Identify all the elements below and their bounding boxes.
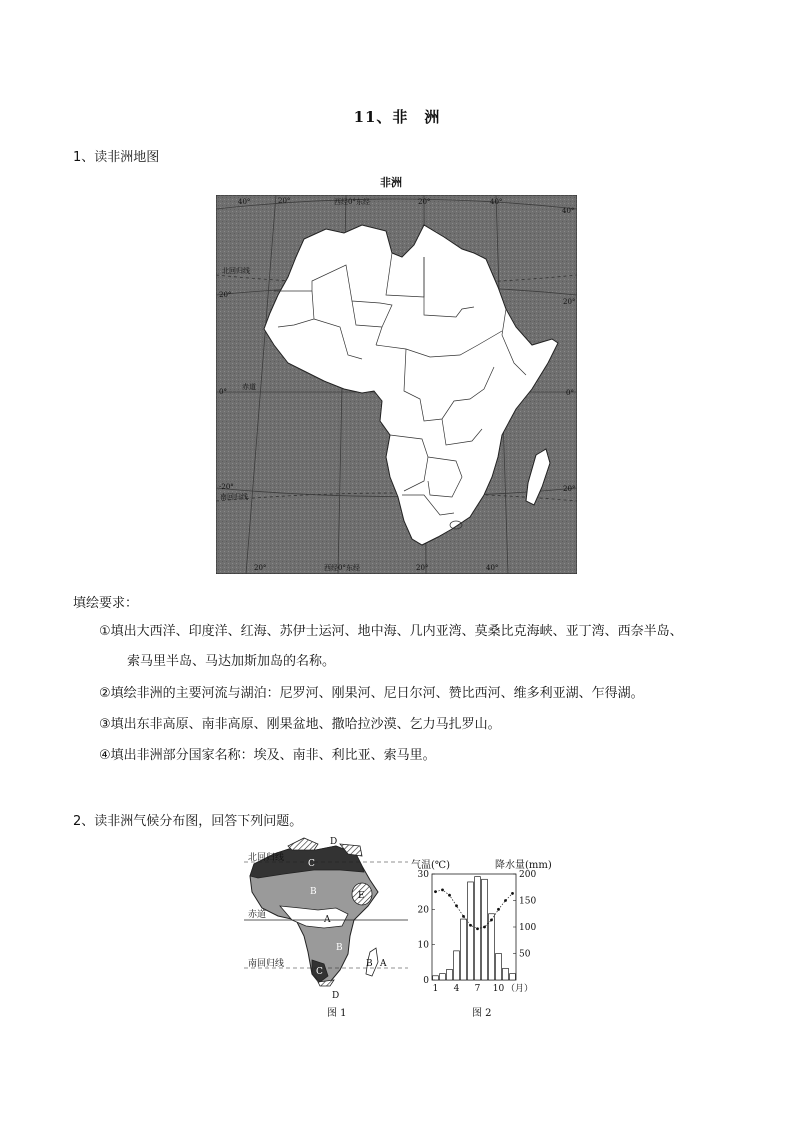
map-bottom-label-40e: 40° (486, 564, 499, 572)
x-unit-label: （月） (506, 984, 534, 994)
requirement-item-4: ④填出非洲部分国家名称：埃及、南非、利比亚、索马里。 (99, 748, 436, 763)
fig1-zone-e: E (358, 891, 365, 901)
fig1-zone-a: A (324, 915, 331, 925)
fig1-label-tropic-s: 南回归线 (248, 959, 285, 969)
fig1-zone-a-madagascar: A (380, 959, 387, 969)
map-lat-right-20s: 20° (563, 485, 576, 493)
map-bottom-label-prime: 西经0°东经 (324, 564, 360, 572)
fig1-zone-d-top: D (330, 837, 338, 847)
map-top-label-40e: 40° (490, 198, 503, 206)
map-top-label-far: 40° (562, 207, 575, 215)
temperature-point (455, 904, 458, 907)
temperature-point (497, 908, 500, 911)
question-1-prompt: 1、读非洲地图 (73, 150, 160, 165)
left-tick-label: 20 (417, 905, 429, 916)
map-top-label-prime: 西经0°东经 (334, 198, 370, 206)
temperature-point (434, 890, 437, 893)
temperature-point (462, 915, 465, 918)
left-tick-label: 10 (417, 940, 429, 951)
precip-bar (433, 976, 439, 980)
map-bottom-label-20w: 20° (254, 564, 267, 572)
temperature-point (490, 919, 493, 922)
x-tick-label: 1 (432, 984, 439, 994)
fig2-left-axis-title: 气温(℃) (411, 860, 450, 871)
right-tick-label: 50 (519, 949, 531, 960)
requirement-item-1b: 索马里半岛、马达加斯加岛的名称。 (127, 654, 336, 669)
map-line-equator: 赤道 (242, 383, 256, 391)
fig1-caption: 图 1 (327, 1008, 347, 1019)
fig1-zone-c-north: C (308, 859, 315, 869)
x-tick-label: 4 (453, 984, 460, 994)
precip-bar (496, 954, 502, 981)
africa-map-svg (216, 195, 577, 574)
fig1-zone-b-north: B (310, 887, 317, 897)
precip-bar (454, 951, 460, 980)
requirement-item-2: ②填绘非洲的主要河流与湖泊：尼罗河、刚果河、尼日尔河、赞比西河、维多利亚湖、乍得湖。 (99, 686, 644, 701)
precip-bar (510, 974, 516, 980)
map-top-label-20w: 20° (278, 197, 291, 205)
precip-bar (503, 968, 509, 980)
map-bottom-label-20e: 20° (416, 564, 429, 572)
chart-frame (432, 874, 516, 980)
temperature-point (511, 892, 514, 895)
precip-bar (461, 919, 467, 980)
climate-zone-d-top (288, 838, 318, 850)
temperature-point (476, 927, 479, 930)
fig2-caption: 图 2 (472, 1008, 492, 1019)
map-line-tropic-s: 南回归线 (220, 493, 248, 501)
map-top-label-40w: 40° (238, 198, 251, 206)
map-lat-left-eq: 0° (219, 388, 227, 396)
map-top-label-20e: 20° (418, 198, 431, 206)
climate-zone-a (280, 906, 348, 928)
fig2-right-axis-title: 降水量(mm) (495, 860, 552, 871)
precip-bar (440, 974, 446, 980)
question-2-prompt: 2、读非洲气候分布图，回答下列问题。 (73, 814, 303, 829)
africa-map (216, 195, 577, 574)
x-tick-label: 7 (474, 984, 481, 994)
map-lat-left-20n: 20° (219, 291, 232, 299)
fig1-label-tropic-n: 北回归线 (248, 853, 285, 863)
left-tick-label: 0 (423, 976, 429, 986)
requirement-item-3: ③填出东非高原、南非高原、刚果盆地、撒哈拉沙漠、乞力马扎罗山。 (99, 717, 501, 732)
map-lat-left-20s: -20° (219, 483, 234, 491)
precip-bar (468, 882, 474, 980)
right-tick-label: 150 (519, 896, 537, 907)
requirement-item-1a: ①填出大西洋、印度洋、红海、苏伊士运河、地中海、几内亚湾、莫桑比克海峡、亚丁湾、西奈半岛、 (99, 624, 683, 639)
precip-bar (447, 969, 453, 980)
fig1-label-equator: 赤道 (248, 910, 267, 920)
temperature-point (504, 899, 507, 902)
right-tick-label: 100 (519, 923, 537, 933)
left-tick-label: 30 (417, 870, 429, 880)
temperature-point (441, 889, 444, 892)
climate-chart (412, 868, 550, 998)
fig1-zone-b-south: B (336, 943, 343, 953)
page-title: 11、非 洲 (353, 108, 441, 126)
map-line-tropic-n: 北回归线 (222, 267, 250, 275)
fig1-zone-d-bottom: D (332, 991, 340, 1000)
temperature-line (436, 890, 513, 929)
fig1-zone-c-south: C (316, 967, 323, 977)
map-title: 非洲 (380, 176, 402, 189)
temperature-point (469, 924, 472, 927)
x-tick-label: 10 (492, 984, 505, 994)
map-lat-right-20n: 20° (563, 298, 576, 306)
climate-map-figure (244, 836, 408, 1000)
precip-bar (482, 879, 488, 980)
map-lat-right-eq: 0° (566, 389, 574, 397)
temperature-point (483, 926, 486, 929)
requirements-heading: 填绘要求： (73, 596, 139, 611)
right-tick-label: 200 (519, 870, 537, 880)
precip-bar (489, 914, 495, 980)
fig1-zone-b-east: B (366, 959, 373, 969)
temperature-point (448, 894, 451, 897)
